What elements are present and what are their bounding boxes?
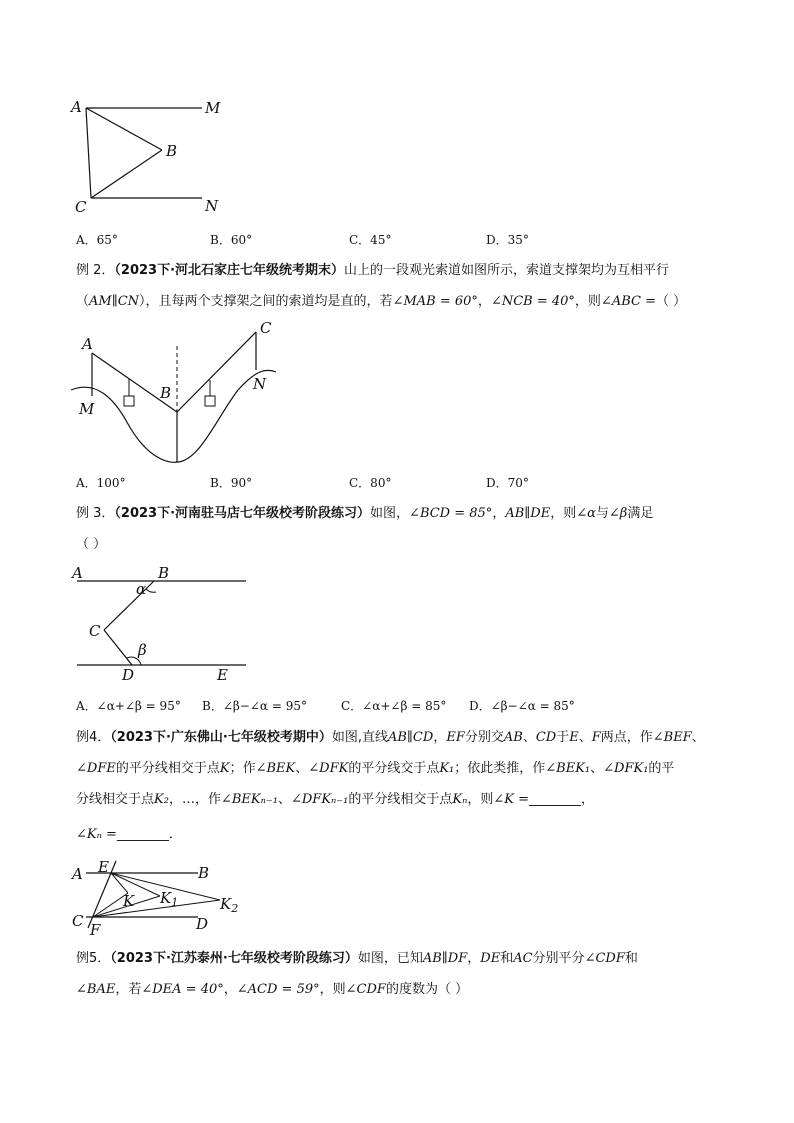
q5-number: 例5． [76, 951, 111, 966]
math-angle-abc: ∠ABC = [600, 294, 656, 309]
line-EK1 [111, 873, 160, 896]
label-beta: β [138, 641, 147, 659]
line-EK [111, 873, 128, 893]
line-BC [104, 581, 154, 630]
mountain-curve [71, 370, 276, 462]
label-D: D [122, 666, 135, 684]
line-BC [91, 150, 162, 198]
label-B: B [158, 564, 170, 582]
q3-option-c[interactable]: C．∠α+∠β = 85° [341, 699, 447, 713]
math-angle-mab: ∠MAB = 60° [392, 294, 478, 309]
math-parallel: AB∥DE [505, 506, 551, 521]
q2-option-d[interactable]: D．70° [486, 476, 529, 490]
line-AC [86, 108, 91, 198]
math-parallel: AM∥CN [89, 294, 140, 309]
label-M: M [79, 400, 95, 418]
q5-line-2: ∠BAE，若∠DEA = 40°，∠ACD = 59°，则∠CDF的度数为（ ） [76, 982, 469, 997]
q2-text: 山上的一段观光索道如图所示，索道支撑架均为互相平行 [344, 263, 670, 278]
q2-stem [76, 255, 716, 317]
q4-number: 例4． [76, 730, 111, 745]
math-beta: ∠β [608, 506, 628, 521]
q2-option-a[interactable]: A．100° [76, 476, 126, 490]
q1-option-b[interactable]: B．60° [210, 233, 253, 247]
label-F: F [90, 921, 101, 939]
q4-stem [76, 722, 716, 850]
label-C: C [75, 198, 87, 216]
label-A: A [71, 98, 82, 116]
q4-line-2: ∠DFE的平分线相交于点K；作∠BEK、∠DFK的平分线交于点K₁；依此类推，作∠BEK₁、∠DFK₁的平 [76, 761, 675, 776]
math-angle-bcd: ∠BCD = 85° [409, 506, 493, 521]
q5-stem [76, 943, 716, 1005]
label-B: B [160, 384, 172, 402]
q2-line-2: （AM∥CN），且每两个支撑架之间的索道均是直的，若∠MAB = 60°，∠NCB = 40°，则∠ABC =（ ） [76, 294, 687, 309]
label-E: E [98, 858, 109, 876]
label-alpha: α [136, 580, 147, 598]
q2-number: 例 2． [76, 263, 115, 278]
label-D: D [196, 915, 209, 933]
label-C: C [260, 319, 272, 337]
arc-alpha [146, 589, 156, 592]
q4-figure [66, 858, 246, 938]
q3-source: （2023下·河南驻马店七年级校考阶段练习） [114, 506, 371, 521]
label-E: E [217, 666, 228, 684]
q2-figure [66, 316, 286, 466]
q2-line-1 [76, 255, 716, 286]
q2-option-b[interactable]: B．90° [210, 476, 253, 490]
q1-option-c[interactable]: C．45° [349, 233, 392, 247]
label-K: K [123, 892, 135, 910]
label-A: A [72, 564, 83, 582]
answer-blank[interactable]: 的度数为（ ） [385, 982, 469, 997]
q4-line-3: 分线相交于点K₂，…，作∠BEKₙ₋₁、∠DFKₙ₋₁的平分线相交于点Kₙ，则∠K =________， [76, 792, 595, 807]
answer-blank-1[interactable]: ________， [529, 792, 595, 807]
label-B: B [166, 142, 178, 160]
line-CD [104, 630, 132, 665]
q3-option-b[interactable]: B．∠β−∠α = 95° [202, 699, 307, 713]
cabin-right [205, 396, 215, 406]
q3-line-2[interactable]: （ ） [76, 537, 107, 552]
label-K1: $K_1$ [160, 889, 179, 909]
q3-stem [76, 498, 716, 560]
label-N: N [205, 197, 219, 215]
answer-blank[interactable]: （ ） [655, 294, 687, 309]
q3-figure [66, 562, 256, 686]
label-C: C [89, 622, 101, 640]
label-C: C [72, 912, 84, 930]
line-AB [86, 108, 162, 150]
q3-option-a[interactable]: A．∠α+∠β = 95° [76, 699, 181, 713]
label-M: M [205, 99, 221, 117]
q4-line-1: 例4．（2023下·广东佛山·七年级校考期中）如图,直线AB∥CD，EF分别交AB、CD于E、F两点，作∠BEF、 [76, 730, 705, 745]
q1-option-d[interactable]: D．35° [486, 233, 529, 247]
math-alpha: ∠α [576, 506, 596, 521]
cable-BC [177, 332, 256, 412]
math-angle-ncb: ∠NCB = 40° [490, 294, 575, 309]
label-A: A [82, 335, 93, 353]
cabin-left [124, 396, 134, 406]
q3-line-1: 例 3．（2023下·河南驻马店七年级校考阶段练习）如图，∠BCD = 85°，AB∥DE，则∠α与∠β满足 [76, 506, 654, 521]
label-K2: $K_2$ [220, 895, 239, 915]
q3-option-d[interactable]: D．∠β−∠α = 85° [469, 699, 575, 713]
q1-figure [66, 92, 236, 217]
q4-line-4: ∠Kₙ =________． [76, 827, 182, 842]
q2-option-c[interactable]: C．80° [349, 476, 392, 490]
q1-option-a[interactable]: A．65° [76, 233, 118, 247]
answer-blank-2[interactable]: ________． [116, 827, 182, 842]
label-A: A [72, 865, 83, 883]
q5-source: （2023下·江苏泰州·七年级校考阶段练习） [110, 951, 358, 966]
q4-source: （2023下·广东佛山·七年级校考期中） [110, 730, 332, 745]
label-B: B [198, 864, 210, 882]
q3-number: 例 3． [76, 506, 115, 521]
label-N: N [253, 375, 267, 393]
q2-source: （2023下·河北石家庄七年级统考期末） [114, 263, 345, 278]
q5-line-1: 例5．（2023下·江苏泰州·七年级校考阶段练习）如图，已知AB∥DF，DE和AC分别平分∠CDF和 [76, 951, 638, 966]
